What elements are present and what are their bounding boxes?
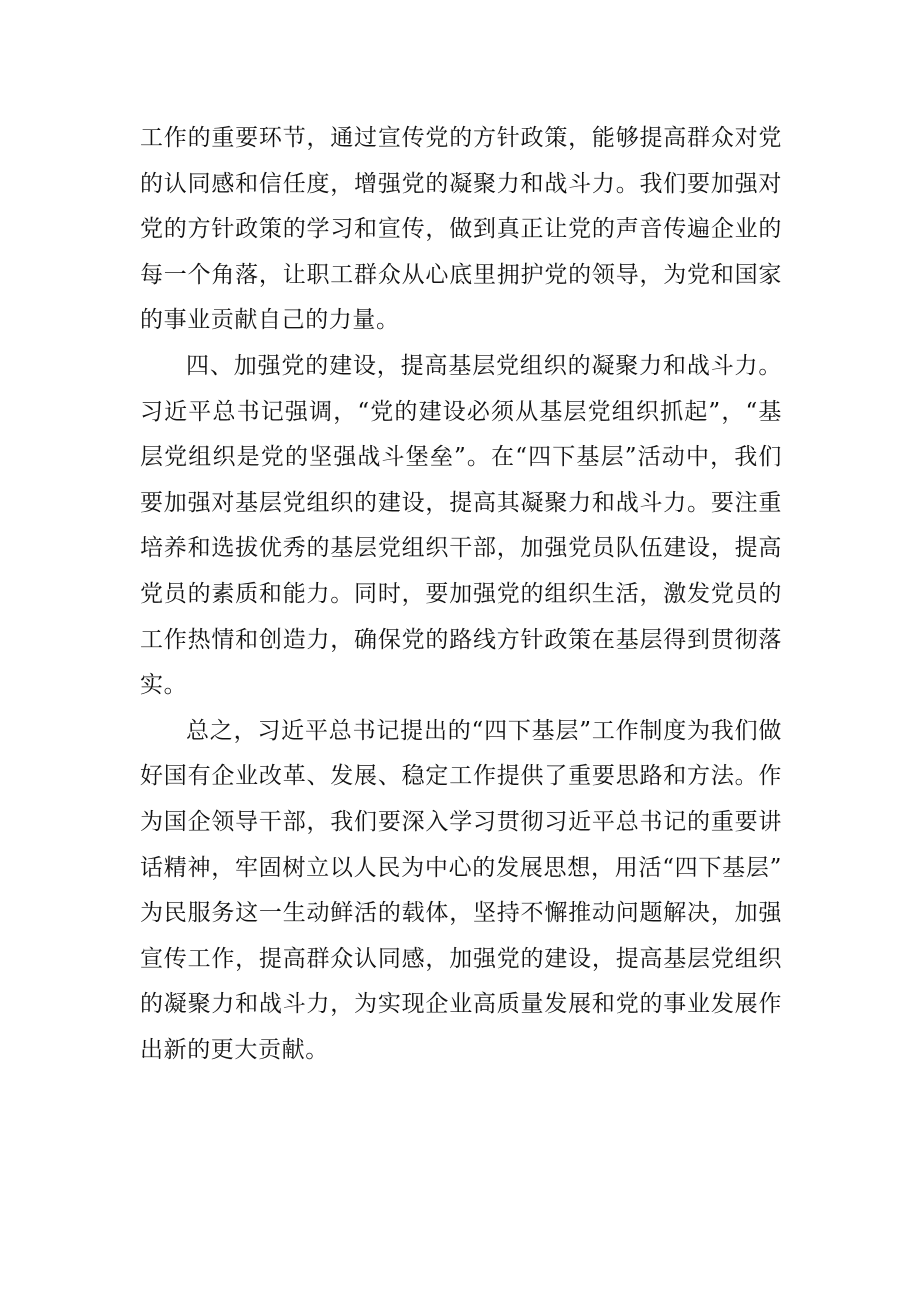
document-body	[140, 116, 782, 1073]
paragraph-continuation: 工作的重要环节，通过宣传党的方针政策，能够提高群众对党的认同感和信任度，增强党的凝聚力和战斗力。我们要加强对党的方针政策的学习和宣传，做到真正让党的声音传遍企业的每一个角落，让职工群众从心底里拥护党的领导，为党和国家的事业贡献自己的力量。	[140, 125, 782, 334]
paragraph-party-building: 四、加强党的建设，提高基层党组织的凝聚力和战斗力。习近平总书记强调，“党的建设必须从基层党组织抓起”，“基层党组织是党的坚强战斗堡垒”。在“四下基层”活动中，我们要加强对基层党组织的建设，提高其凝聚力和战斗力。要注重培养和选拔优秀的基层党组织干部，加强党员队伍建设，提高党员的素质和能力。同时，要加强党的组织生活，激发党员的工作热情和创造力，确保党的路线方针政策在基层得到贯彻落实。	[140, 352, 782, 699]
paragraph-conclusion: 总之，习近平总书记提出的“四下基层”工作制度为我们做好国有企业改革、发展、稳定工作提供了重要思路和方法。作为国企领导干部，我们要深入学习贯彻习近平总书记的重要讲话精神，牢固树立以人民为中心的发展思想，用活“四下基层”为民服务这一生动鲜活的载体，坚持不懈推动问题解决，加强宣传工作，提高群众认同感，加强党的建设，提高基层党组织的凝聚力和战斗力，为实现企业高质量发展和党的事业发展作出新的更大贡献。	[140, 717, 782, 1063]
